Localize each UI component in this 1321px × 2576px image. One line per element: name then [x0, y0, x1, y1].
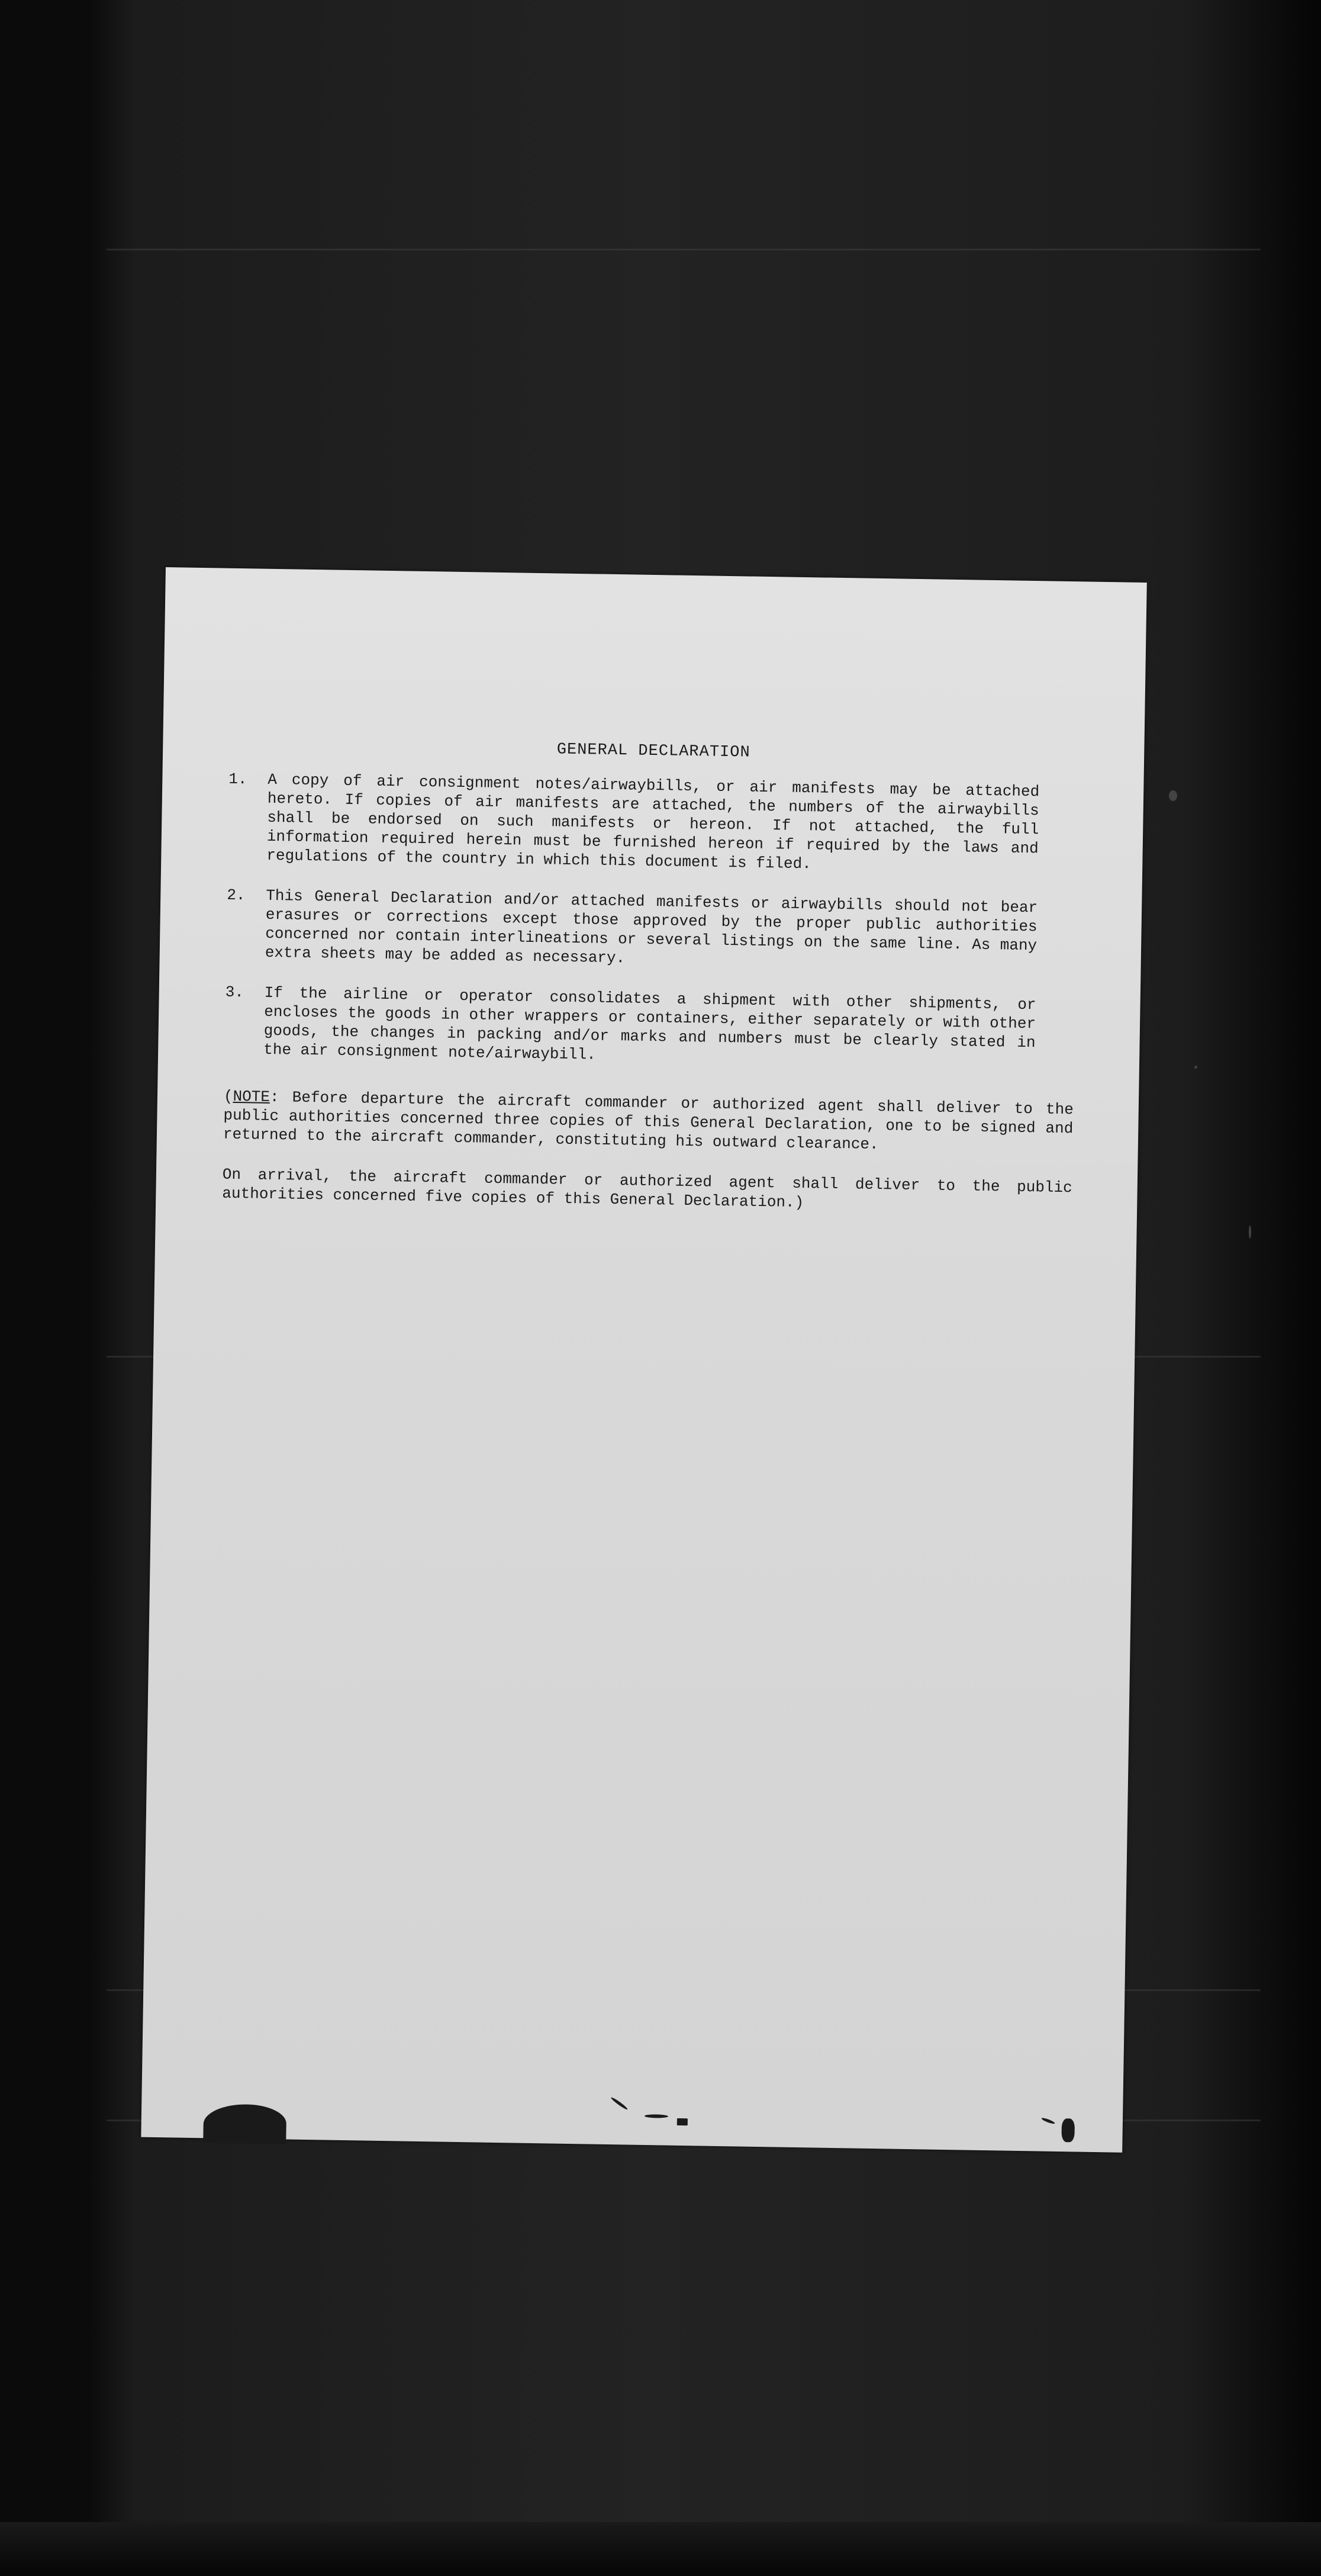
film-streak [107, 249, 1261, 250]
list-item [227, 770, 1039, 877]
ink-stain [610, 2096, 628, 2111]
film-bottom-edge [0, 2522, 1321, 2576]
note-text: : Before departure the aircraft commander or authorized agent shall deliver to the public authorities concerned three copies of this General Declaration, one to be signed and returned to the aircraft commander, constituting his outward clearance. [223, 1088, 1074, 1154]
film-speck [1249, 1226, 1251, 1239]
ink-stain [645, 2114, 668, 2118]
document-page [141, 567, 1146, 2153]
item-number: 2. [227, 886, 246, 905]
film-speck [1169, 790, 1177, 801]
ink-stain [677, 2118, 688, 2125]
arrival-note: On arrival, the aircraft commander or authorized agent shall deliver to the public authorities concerned five copies of this General Declaration.) [222, 1165, 1072, 1212]
item-text: A copy of air consignment notes/airwaybills, or air manifests may be attached hereto. If copies of air manifests are attached, the numbers of the airwaybills shall be endorsed on such manifests or hereon. If not attached, the full information required herein must be furnished hereon if required by the laws and regulations of the country in which this document is filed. [266, 770, 1040, 873]
ink-stain [1041, 2117, 1055, 2125]
list-item [226, 886, 1038, 975]
film-speck [1194, 1066, 1197, 1069]
list-item [224, 983, 1036, 1072]
item-number: 1. [228, 770, 247, 789]
ink-stain [203, 2104, 286, 2144]
departure-note [223, 1087, 1074, 1157]
note-label: NOTE [233, 1087, 270, 1106]
ink-stain [1061, 2118, 1075, 2142]
item-number: 3. [225, 983, 244, 1002]
item-text: If the airline or operator consolidates a shipment with other shipments, or encloses the goods in other wrappers or containers, either separately or with other goods, the changes in packing and/or marks and numbers must be clearly stated in the air consignment note/airwaybill. [263, 983, 1036, 1064]
item-text: This General Declaration and/or attached manifests or airwaybills should not bear erasures or corrections except those approved by the proper public authorities concerned nor contain interlineations or several listings on the same line. As many extra sheets may be added as necessary. [265, 886, 1038, 967]
document-title: GENERAL DECLARATION [556, 741, 750, 762]
note-open-paren: ( [223, 1087, 233, 1105]
declaration-items-list [224, 770, 1039, 1092]
